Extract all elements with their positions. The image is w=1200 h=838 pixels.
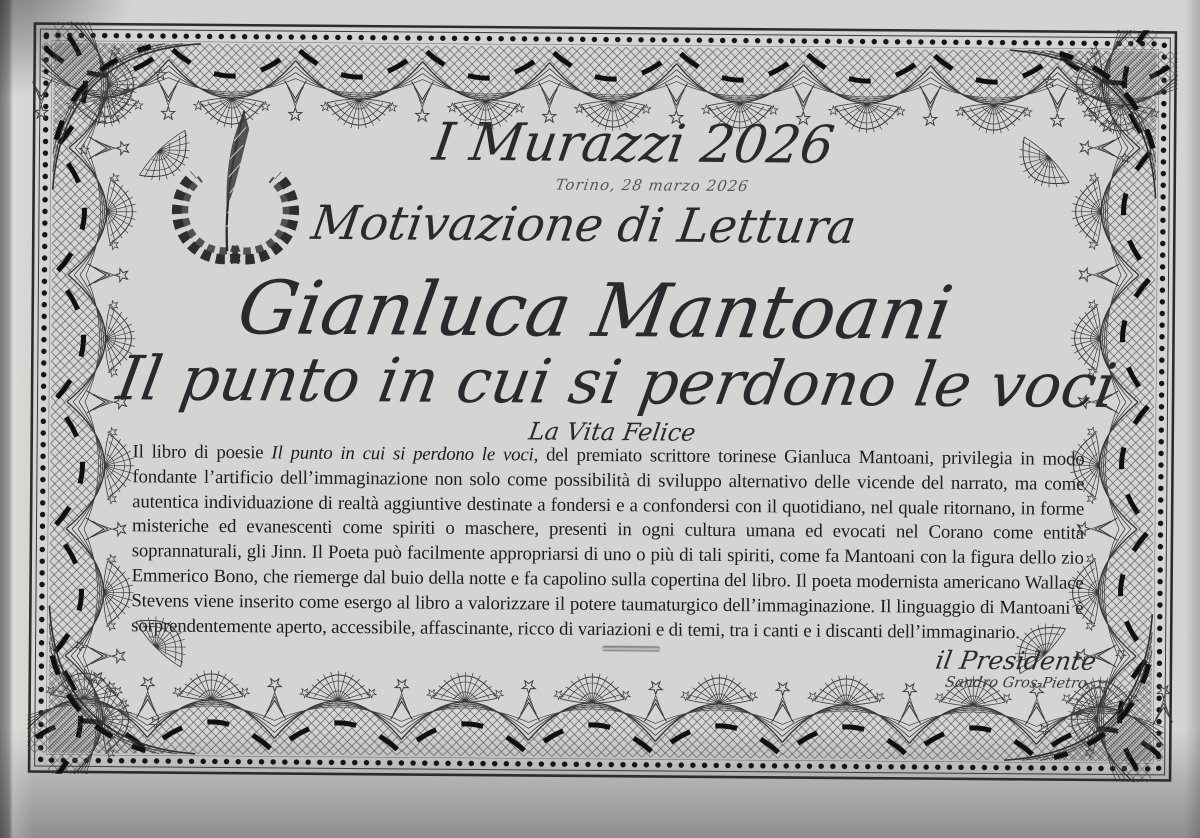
signature-role: il Presidente (933, 645, 1099, 676)
pen-mark (602, 646, 660, 651)
signature-block (886, 646, 1146, 693)
signature-name: Sandro Gros-Pietro (943, 674, 1089, 692)
book-title: Il punto in cui si perdono le voci (112, 343, 1122, 422)
dateline: Torino, 28 marzo 2026 (554, 175, 751, 196)
motivation-lead: Il libro di poesie (132, 441, 272, 464)
event-title: I Murazzi 2026 (429, 112, 838, 176)
motivation-rest: , del premiato scrittore torinese Gianluca Mantoani, privilegia in modo fondante l’artificio dell’immaginazione non solo come possibilità di sviluppo alternativo delle vicende del narrato, ma come autentica individuazione di realtà aggiuntive destinate a fondersi e a confondersi con il quotidiano, nel quale ritornano, in forme misteriche ed evanescenti come spiriti o maschere, presenti in ogni cultura umana ed evocati nel Corano come entità soprannaturali, gli Jinn. Il Poeta può facilmente appropriarsi di uno o più di tali spiriti, come fa Mantoani con la figura dello zio Emmerico Bono, che riemerge dal buio della notte e fa capolino sulla copertina del libro. Il poeta modernista americano Wallace Stevens viene inserito come esergo al libro a valorizzare il potere taumaturgico dell’immaginazione. Il linguaggio di Mantoani è sorprendentemente aperto, accessibile, affascinante, ricco di variazioni e di temi, tra i canti e i discanti dell’immaginario. (131, 444, 1085, 643)
author-name: Gianluca Mantoani (231, 265, 959, 357)
certificate (27, 22, 1178, 783)
motivation-book-title-italic: Il punto in cui si perdono le voci (271, 442, 534, 466)
motivation-paragraph (131, 440, 1085, 646)
publisher-name: La Vita Felice (526, 417, 698, 447)
section-title: Motivazione di Lettura (307, 195, 860, 255)
